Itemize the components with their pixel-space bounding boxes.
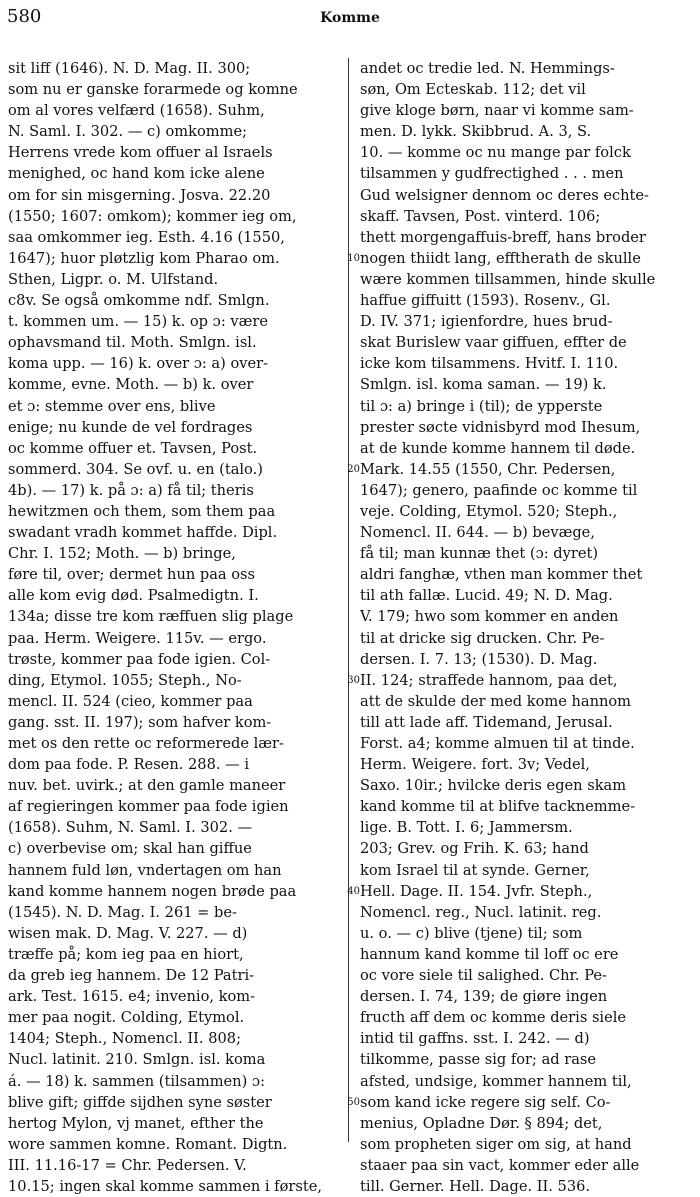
text-line: Nomencl. reg., Nucl. latinit. reg. xyxy=(360,903,602,921)
text-line: staaer paa sin vact, kommer eder alle xyxy=(360,1156,640,1174)
text-line: kand komme til at blifve tacknemme- xyxy=(360,798,636,816)
text-line: t. kommen um. — 15) k. op ɔ: være xyxy=(8,313,268,331)
text-line: till att lade aff. Tidemand, Jerusal. xyxy=(360,713,613,731)
text-line: af regieringen kommer paa fode igien xyxy=(8,798,289,816)
text-line: skaff. Tavsen, Post. vinterd. 106; xyxy=(360,207,601,225)
text-line: træffe på; kom ieg paa en hiort, xyxy=(8,945,244,963)
text-line: 1647); huor pløtzlig kom Pharao om. xyxy=(8,249,280,267)
text-line: II. 124; straffede hannom, paa det, xyxy=(360,671,618,689)
text-line: et ɔ: stemme over ens, blive xyxy=(8,397,216,415)
text-line: 134a; disse tre kom ræffuen slig plage xyxy=(8,608,294,626)
text-line: á. — 18) k. sammen (tilsammen) ɔ: xyxy=(8,1072,265,1090)
text-line: 10. — komme oc nu mange par folck xyxy=(360,144,631,162)
text-line: Mark. 14.55 (1550, Chr. Pedersen, xyxy=(360,460,616,478)
text-line: ark. Test. 1615. e4; invenio, kom- xyxy=(8,988,256,1006)
text-line: om for sin misgerning. Josva. 22.20 xyxy=(8,186,271,204)
text-line: give kloge børn, naar vi komme sam- xyxy=(360,102,634,120)
text-line: Nucl. latinit. 210. Smlgn. isl. koma xyxy=(8,1051,266,1069)
text-line: enige; nu kunde de vel fordrages xyxy=(8,418,253,436)
text-line: koma upp. — 16) k. over ɔ: a) over- xyxy=(8,355,269,373)
text-line: III. 11.16-17 = Chr. Pedersen. V. xyxy=(8,1156,247,1174)
text-line: til at dricke sig drucken. Chr. Pe- xyxy=(360,629,605,647)
text-line: mencl. II. 524 (cieo, kommer paa xyxy=(8,692,253,710)
text-line: 1647); genero, paafinde oc komme til xyxy=(360,481,638,499)
text-line: veje. Colding, Etymol. 520; Steph., xyxy=(360,502,618,520)
text-line: om al vores velfærd (1658). Suhm, xyxy=(8,102,265,120)
text-line: D. IV. 371; igienfordre, hues brud- xyxy=(360,313,613,331)
text-line: 4b). — 17) k. på ɔ: a) få til; theris xyxy=(8,481,254,499)
text-line: mer paa nogit. Colding, Etymol. xyxy=(8,1009,245,1027)
text-line: trøste, kommer paa fode igien. Col- xyxy=(8,650,271,668)
text-line: hewitzmen och them, som them paa xyxy=(8,502,276,520)
text-line: aldri fanghæ, vthen man kommer thet xyxy=(360,566,643,584)
text-line: thett morgengaffuis-breff, hans broder xyxy=(360,228,646,246)
text-line: afsted, undsige, kommer hannem til, xyxy=(360,1072,632,1090)
text-line: hannum kand komme til loff oc ere xyxy=(360,945,619,963)
text-line: 1404; Steph., Nomencl. II. 808; xyxy=(8,1030,241,1048)
text-line: til ath fallæ. Lucid. 49; N. D. Mag. xyxy=(360,587,613,605)
text-line: kom Israel til at synde. Gerner, xyxy=(360,861,590,879)
text-line: ding, Etymol. 1055; Steph., No- xyxy=(8,671,242,689)
margin-line-number: 40 xyxy=(347,885,360,897)
text-line: u. o. — c) blive (tjene) til; som xyxy=(360,924,583,942)
text-line: nogen thiidt lang, efftherath de skulle xyxy=(360,249,641,267)
margin-line-number: 20 xyxy=(347,463,360,475)
text-line: fructh aff dem oc komme deris siele xyxy=(360,1009,627,1027)
text-line: wore sammen komne. Romant. Digtn. xyxy=(8,1135,288,1153)
text-line: menius, Opladne Dør. § 894; det, xyxy=(360,1114,603,1132)
text-line: Nomencl. II. 644. — b) bevæge, xyxy=(360,524,595,542)
text-line: som nu er ganske forarmede og komne xyxy=(8,81,298,99)
text-line: blive gift; giffde sijdhen syne søster xyxy=(8,1093,272,1111)
text-line: menighed, oc hand kom icke alene xyxy=(8,165,265,183)
text-line: 10.15; ingen skal komme sammen i første, xyxy=(8,1177,322,1195)
text-line: tilsammen y gudfrectighed . . . men xyxy=(360,165,624,183)
text-line: N. Saml. I. 302. — c) omkomme; xyxy=(8,123,247,141)
text-line: dersen. I. 7. 13; (1530). D. Mag. xyxy=(360,650,598,668)
text-line: (1545). N. D. Mag. I. 261 = be- xyxy=(8,903,237,921)
text-line: till. Gerner. Hell. Dage. II. 536. xyxy=(360,1177,591,1195)
text-line: dom paa fode. P. Resen. 288. — i xyxy=(8,756,250,774)
page-header xyxy=(0,6,700,30)
text-line: da greb ieg hannem. De 12 Patri- xyxy=(8,967,255,985)
text-line: oc komme offuer et. Tavsen, Post. xyxy=(8,439,258,457)
text-line: gang. sst. II. 197); som hafver kom- xyxy=(8,713,272,731)
text-line: prester søcte vidnisbyrd mod Ihesum, xyxy=(360,418,641,436)
text-line: ophavsmand til. Moth. Smlgn. isl. xyxy=(8,334,257,352)
text-line: Herm. Weigere. fort. 3v; Vedel, xyxy=(360,756,590,774)
text-line: få til; man kunnæ thet (ɔ: dyret) xyxy=(360,545,599,563)
text-line: Saxo. 10ir.; hvilcke deris egen skam xyxy=(360,777,627,795)
text-line: tilkomme, passe sig for; ad rase xyxy=(360,1051,597,1069)
text-line: intid til gaffns. sst. I. 242. — d) xyxy=(360,1030,590,1048)
text-line: oc vore siele til salighed. Chr. Pe- xyxy=(360,967,607,985)
text-line: søn, Om Ecteskab. 112; det vil xyxy=(360,81,586,99)
text-line: dersen. I. 74, 139; de giøre ingen xyxy=(360,988,608,1006)
text-line: men. D. lykk. Skibbrud. A. 3, S. xyxy=(360,123,592,141)
text-line: saa omkommer ieg. Esth. 4.16 (1550, xyxy=(8,228,285,246)
text-line: swadant vradh kommet haffde. Dipl. xyxy=(8,524,278,542)
page-number: 580 xyxy=(7,6,42,27)
text-line: (1658). Suhm, N. Saml. I. 302. — xyxy=(8,819,253,837)
text-line: komme, evne. Moth. — b) k. over xyxy=(8,376,254,394)
text-line: til ɔ: a) bringe i (til); de ypperste xyxy=(360,397,603,415)
margin-line-number: 50 xyxy=(347,1096,360,1108)
text-line: Gud welsigner dennom oc deres echte- xyxy=(360,186,649,204)
text-line: Chr. I. 152; Moth. — b) bringe, xyxy=(8,545,236,563)
text-line: att de skulde der med kome hannom xyxy=(360,692,632,710)
text-line: sommerd. 304. Se ovf. u. en (talo.) xyxy=(8,460,263,478)
text-line: som propheten siger om sig, at hand xyxy=(360,1135,632,1153)
text-line: wære kommen tillsammen, hinde skulle xyxy=(360,270,656,288)
text-line: V. 179; hwo som kommer en anden xyxy=(360,608,619,626)
margin-line-number: 30 xyxy=(347,674,360,686)
text-line: føre til, over; dermet hun paa oss xyxy=(8,566,256,584)
text-line: icke kom tilsammens. Hvitf. I. 110. xyxy=(360,355,619,373)
text-line: hertog Mylon, vj manet, efther the xyxy=(8,1114,264,1132)
column-divider xyxy=(348,58,349,1142)
text-line: Hell. Dage. II. 154. Jvfr. Steph., xyxy=(360,882,593,900)
text-line: sit liff (1646). N. D. Mag. II. 300; xyxy=(8,60,251,77)
text-line: paa. Herm. Weigere. 115v. — ergo. xyxy=(8,629,267,647)
text-line: kand komme hannem nogen brøde paa xyxy=(8,882,297,900)
text-line: som kand icke regere sig self. Co- xyxy=(360,1093,611,1111)
text-line: Sthen, Ligpr. o. M. Ulfstand. xyxy=(8,270,219,288)
text-line: Herrens vrede kom offuer al Israels xyxy=(8,144,273,162)
left-column xyxy=(8,58,340,1197)
text-line: wisen mak. D. Mag. V. 227. — d) xyxy=(8,924,248,942)
text-line: skat Burislew vaar giffuen, effter de xyxy=(360,334,627,352)
text-line: Smlgn. isl. koma saman. — 19) k. xyxy=(360,376,607,394)
text-line: c8v. Se også omkomme ndf. Smlgn. xyxy=(8,292,270,310)
text-line: 203; Grev. og Frih. K. 63; hand xyxy=(360,840,589,858)
running-head: Komme xyxy=(320,10,380,26)
text-line: hannem fuld løn, vndertagen om han xyxy=(8,861,282,879)
text-line: alle kom evig død. Psalmedigtn. I. xyxy=(8,587,259,605)
text-line: andet oc tredie led. N. Hemmings- xyxy=(360,60,615,77)
text-line: haffue giffuitt (1593). Rosenv., Gl. xyxy=(360,292,611,310)
margin-line-number: 10 xyxy=(347,252,360,264)
text-line: Forst. a4; komme almuen til at tinde. xyxy=(360,735,635,752)
text-line: c) overbevise om; skal han giffue xyxy=(8,840,252,858)
text-line: lige. B. Tott. I. 6; Jammersm. xyxy=(360,819,573,837)
text-line: at de kunde komme hannem til døde. xyxy=(360,439,636,457)
text-line: (1550; 1607: omkom); kommer ieg om, xyxy=(8,207,297,225)
right-column xyxy=(360,58,694,1197)
text-line: nuv. bet. uvirk.; at den gamle maneer xyxy=(8,777,286,795)
text-line: met os den rette oc reformerede lær- xyxy=(8,735,284,752)
